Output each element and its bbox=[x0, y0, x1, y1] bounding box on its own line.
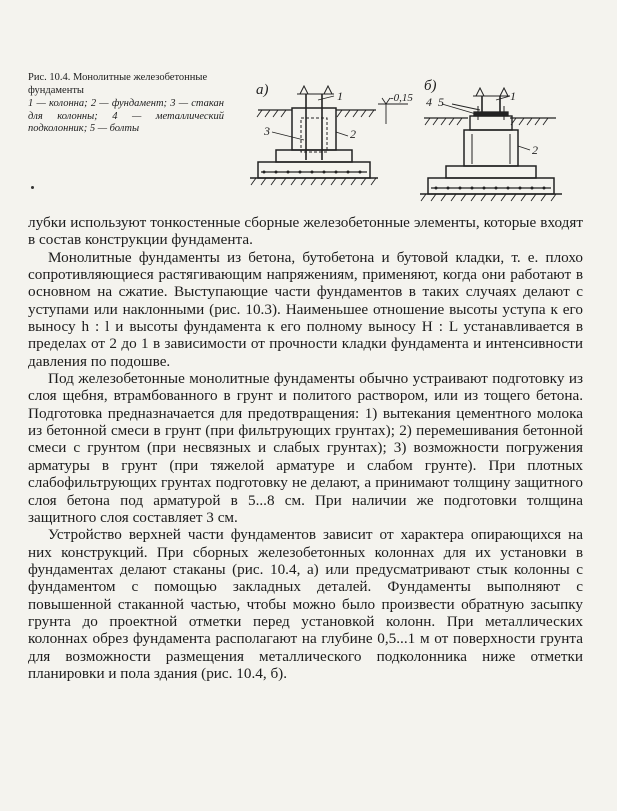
caption-title: Рис. 10.4. Монолитные железобетонные фундаменты bbox=[28, 72, 208, 96]
body-text bbox=[28, 214, 583, 682]
callout-b-1: 1 bbox=[510, 89, 516, 103]
callout-a-3: 3 bbox=[264, 124, 270, 138]
paragraph-3: Под железобетонные монолитные фундаменты обычно устраивают подготовку из слоя щебня, втрамбованного в грунт и политого раствором, или из тощего бетона. Подготовка предназначается для предотвращения: 1) вытекания цементного молока из бетонной смеси в грунт (при фильтрующих грунтах); 2) перемешивания бетонной смеси с грунтом (при несвязных и слабых грунтах); 3) возможности погружения арматуры в грунт (при тяжелой арматуре и слабом грунте). При плотных слабофильтрующих грунтах подготовку не делают, а принимают толщину защитного слоя бетона под арматурой в 5...8 см. При наличии же подготовки толщина защитного слоя составляет 3 см. bbox=[28, 370, 583, 526]
variant-b-label: б) bbox=[424, 78, 437, 94]
caption-legend: 1 — колонна; 2 — фундамент; 3 — стакан для колонны; 4 — металлический подколонник; 5 — болты bbox=[28, 98, 224, 134]
callout-b-2: 2 bbox=[532, 143, 538, 157]
paragraph-2: Монолитные фундаменты из бетона, бутобетона и бутовой кладки, т. е. плохо сопротивляющиеся растягивающим напряжениям, применяют, когда они работают в основном на сжатие. Выступающие части фундаментов в таких случаях делают с уступами или наклонными (рис. 10.3). Наименьшее отношение высоты уступа к его выносу h : l и высоты фундамента к его полному выносу H : L устанавливается в пределах от 2 до 1 в зависимости от прочности кладки фундамента и интенсивности давления по подошве. bbox=[28, 248, 583, 370]
stray-mark bbox=[31, 186, 34, 189]
callout-b-4: 4 bbox=[426, 95, 432, 109]
paragraph-1: лубки используют тонкостенные сборные железобетонные элементы, которые входят в состав конструкции фундамента. bbox=[28, 214, 583, 249]
figure-caption bbox=[28, 72, 224, 136]
callout-a-2: 2 bbox=[350, 127, 356, 141]
paragraph-4: Устройство верхней части фундаментов зависит от характера опирающихся на них конструкций. При сборных железобетонных колоннах для их установки в фундаментах делают стаканы (рис. 10.4, а) или предусматривают стык колонны с фундаментом с помощью закладных деталей. Фундаменты выполняют с повышенной стаканной частью, чтобы можно было произвести обратную засыпку грунта до проектной отметки перед установкой колонн. При металлических колоннах обрез фундамента располагают на глубине 0,5...1 м от поверхности грунта для возможности размещения металлического подколонника ниже отметки планировки и пола здания (рис. 10.4, б). bbox=[28, 526, 583, 682]
variant-a-label: а) bbox=[256, 82, 269, 98]
drawing-a bbox=[250, 86, 408, 185]
callout-a-1: 1 bbox=[337, 89, 343, 103]
level-mark: -0,15 bbox=[390, 92, 413, 104]
callout-b-5: 5 bbox=[438, 95, 444, 109]
